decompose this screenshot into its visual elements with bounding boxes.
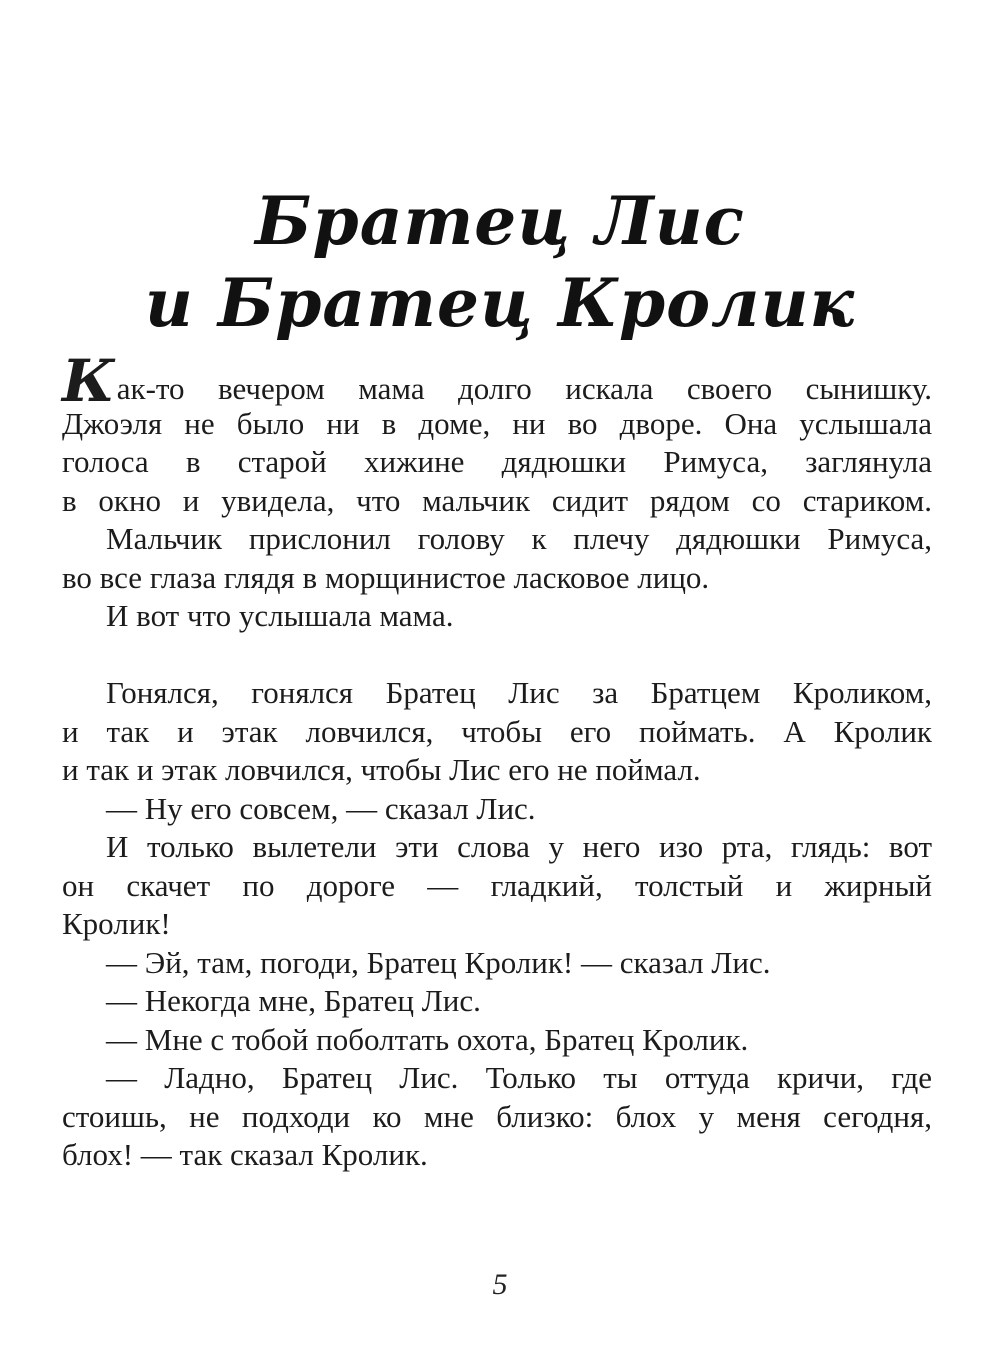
text-line: блох! — так сказал Кролик. <box>62 1137 428 1172</box>
text-line: он скачет по дороге — гладкий, толстый и жирный <box>62 867 932 903</box>
text-line: И вот что услышала мама. <box>106 598 454 633</box>
text-line: во все глаза глядя в морщинистое ласковое лицо. <box>62 559 710 595</box>
text-line: Мальчик прислонил голову к плечу дядюшки Римуса, <box>106 521 932 556</box>
text-line: в окно и увидела, что мальчик сидит рядом со стариком. <box>62 482 932 518</box>
text-line: Гонялся, гонялся Братец Лис за Братцем Кроликом, <box>106 675 932 710</box>
text-line: и так и этак ловчился, чтобы его поймать. А Кролик <box>62 713 932 749</box>
chapter-title-line-1: Братец Лис <box>255 182 745 261</box>
text-line: голоса в старой хижине дядюшки Римуса, заглянула <box>62 444 932 479</box>
text-line: и так и этак ловчился, чтобы Лис его не поймал. <box>62 752 701 787</box>
drop-cap: К <box>62 347 115 415</box>
text-line: Кролик! <box>62 906 171 941</box>
blank-line <box>62 636 932 675</box>
text-line: Как-то вечером мама долго искала своего сынишку. <box>62 347 932 415</box>
text-line: — Ну его совсем, — сказал Лис. <box>106 790 536 826</box>
text-line: — Мне с тобой поболтать охота, Братец Кролик. <box>106 1021 749 1057</box>
text-line: — Эй, там, погоди, Братец Кролик! — сказал Лис. <box>106 944 771 980</box>
text-line: — Ладно, Братец Лис. Только ты оттуда кричи, где <box>106 1060 932 1095</box>
text-line: стоишь, не подходи ко мне близко: блох у меня сегодня, <box>62 1098 932 1134</box>
page-number: 5 <box>492 1268 508 1301</box>
text-line: — Некогда мне, Братец Лис. <box>106 983 481 1018</box>
chapter-title-line-2: и Братец Кролик <box>144 264 856 343</box>
text-line: Джоэля не было ни в доме, ни во дворе. Она услышала <box>62 405 932 441</box>
text-line: И только вылетели эти слова у него изо рта, глядь: вот <box>106 829 932 864</box>
story-text <box>62 347 932 1175</box>
